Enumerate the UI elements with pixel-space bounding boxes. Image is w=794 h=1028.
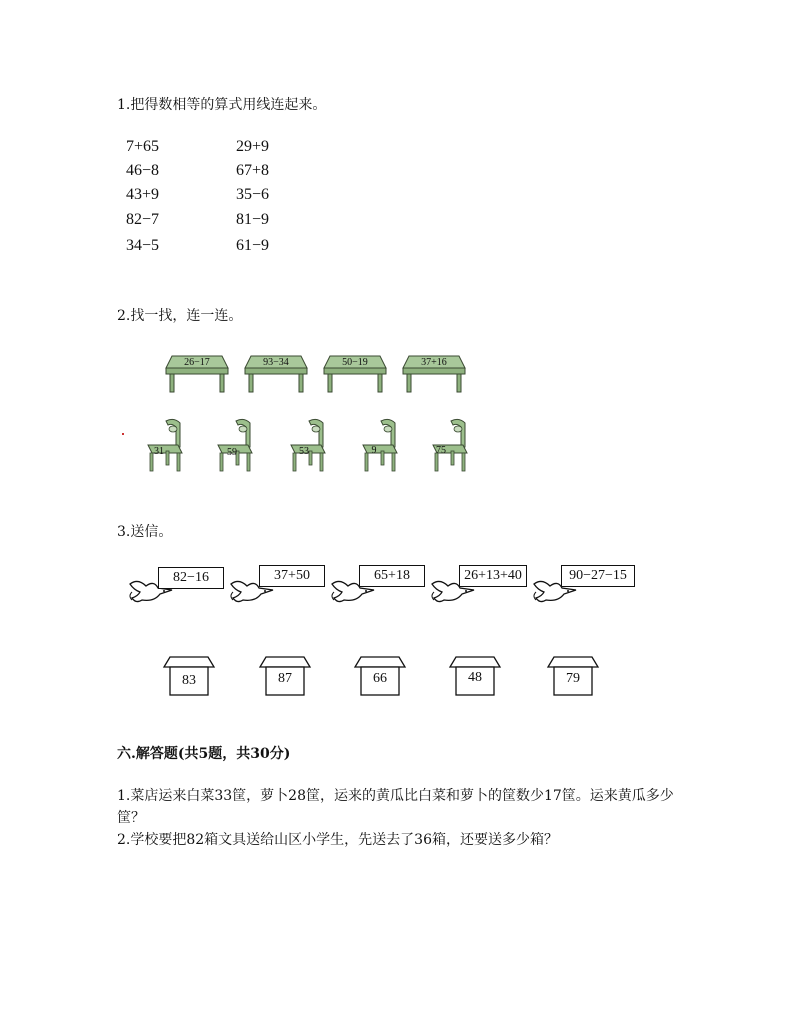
- chair-label: 53: [299, 446, 309, 457]
- q1-left-expr: 7+65: [126, 138, 160, 155]
- red-dot-mark: [122, 433, 124, 435]
- q1-right-expr: 29+9: [236, 138, 270, 155]
- table-label: 93−34: [263, 357, 289, 368]
- house-number: 48: [468, 670, 482, 685]
- q1-left-expr: 46−8: [126, 162, 160, 179]
- chair-label: 75: [436, 445, 446, 456]
- house-number: 79: [566, 671, 580, 686]
- chair-label: 31: [154, 446, 164, 457]
- q1-left-expr: 82−7: [126, 211, 160, 228]
- q1-left-expr: 34−5: [126, 237, 160, 254]
- chair-illustration: [142, 417, 188, 473]
- letter-card: 37+50: [259, 565, 325, 587]
- table-label: 26−17: [184, 357, 210, 368]
- chair-illustration: [212, 417, 258, 473]
- house-number: 87: [278, 671, 292, 686]
- section-heading: 六.解答题(共5题，共30分): [117, 746, 291, 762]
- table-label: 37+16: [421, 357, 447, 368]
- q1-right-expr: 35−6: [236, 186, 270, 203]
- table-label: 50−19: [342, 357, 368, 368]
- letter-card: 26+13+40: [459, 565, 527, 587]
- house-number: 66: [373, 671, 387, 686]
- word-problem: 2.学校要把82箱文具送给山区小学生，先送去了36箱，还要送多少箱？: [117, 832, 558, 848]
- letter-card: 65+18: [359, 565, 425, 587]
- word-problem: 1.菜店运来白菜33筐，萝卜28筐，运来的黄瓜比白菜和萝卜的筐数少17筐。运来黄瓜多少筐？: [117, 788, 674, 826]
- q1-right-expr: 67+8: [236, 162, 270, 179]
- chair-illustration: [285, 417, 331, 473]
- q1-right-expr: 61−9: [236, 237, 270, 254]
- house-number: 83: [182, 673, 196, 688]
- q3-title: 3.送信。: [117, 524, 173, 540]
- letter-card: 90−27−15: [561, 565, 635, 587]
- q1-left-expr: 43+9: [126, 186, 160, 203]
- q1-right-expr: 81−9: [236, 211, 270, 228]
- letter-card: 82−16: [158, 567, 224, 589]
- chair-label: 9: [371, 445, 377, 456]
- q2-title: 2.找一找，连一连。: [117, 308, 243, 324]
- q1-title: 1.把得数相等的算式用线连起来。: [117, 97, 327, 113]
- chair-label: 59: [227, 447, 237, 458]
